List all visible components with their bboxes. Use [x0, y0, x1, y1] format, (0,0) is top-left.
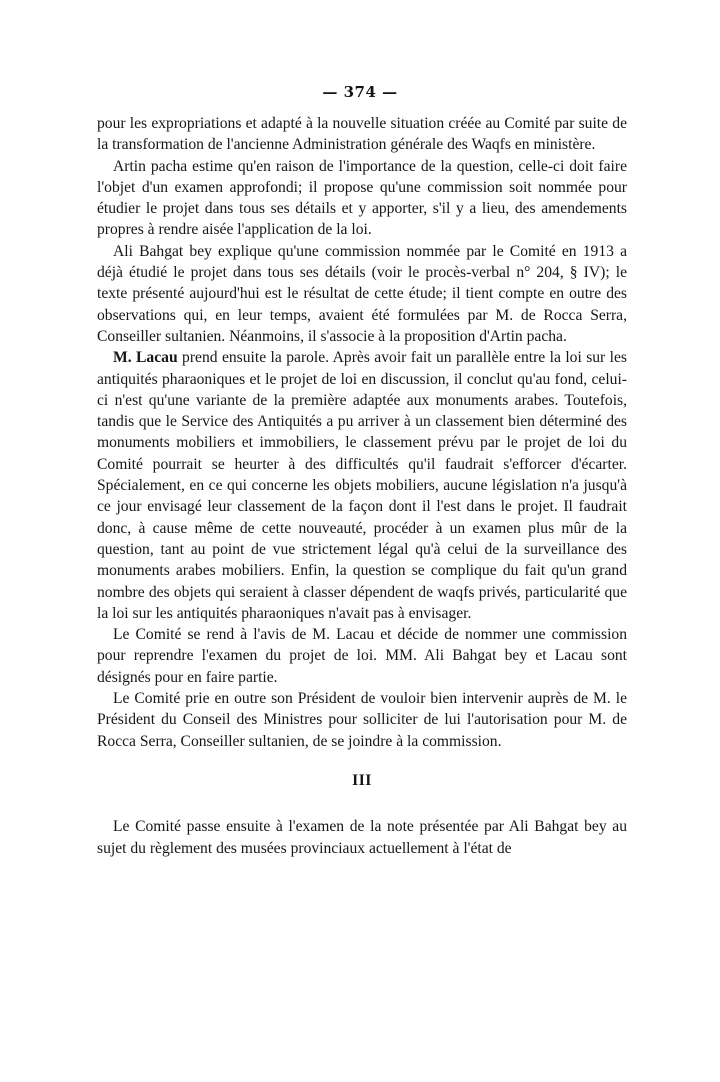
- paragraph-lacau: [97, 347, 627, 624]
- speaker-name: M. Lacau: [113, 349, 178, 367]
- section-heading: III: [352, 771, 372, 789]
- paragraph-comite-request: Le Comité prie en outre son Président de vouloir bien intervenir auprès de M. le Président du Conseil des Ministres pour solliciter de lui l'autorisation pour M. de Rocca Serra, Conseiller sultanien, de se joindre à la commission.: [97, 690, 627, 750]
- paragraph-lacau-text: prend ensuite la parole. Après avoir fait un parallèle entre la loi sur les antiquités pharaoniques et le projet de loi en discussion, il conclut qu'au fond, celui-ci n'est qu'une variante de la première adaptée aux monuments arabes. Toutefois, tandis que le Service des Antiquités a pu arriver à un classement bien déterminé des monuments mobiliers et immobiliers, le classement prévu par le projet de loi du Comité pourrait se heurter à des difficultés qu'il faudrait s'efforcer d'écarter. Spécialement, en ce qui concerne les objets mobiliers, aucune législation n'a jusqu'à ce jour envisagé leur classement de la façon dont il l'est dans le projet. Il faudrait donc, à cause même de cette nouveauté, procéder à un examen plus mûr de la question, tant au point de vue strictement légal qu'à celui de la surveillance des monuments arabes mobiliers. Enfin, la question se complique du fait qu'un grand nombre des objets qui seraient à classer dépendent de waqfs privés, particularité que la loi sur les antiquités pharaoniques n'avait pas à envisager.: [97, 349, 627, 622]
- page-number: — 374 —: [322, 83, 398, 101]
- paragraph-comite-decision: Le Comité se rend à l'avis de M. Lacau et décide de nommer une commission pour reprendre l'examen du projet de loi. MM. Ali Bahgat bey et Lacau sont désignés pour en faire partie.: [97, 626, 627, 686]
- paragraph-ali-bahgat: Ali Bahgat bey explique qu'une commission nommée par le Comité en 1913 a déjà étudié le projet dans tous ses détails (voir le procès-verbal n° 204, § IV); le texte présenté aujourd'hui est le résultat de cette étude; il tient compte en outre des observations qui, en leur temps, avaient été formulées par M. de Rocca Serra, Conseiller sultanien. Néanmoins, il s'associe à la proposition d'Artin pacha.: [97, 242, 627, 345]
- body-text: [97, 113, 627, 859]
- paragraph-section-three: Le Comité passe ensuite à l'examen de la note présentée par Ali Bahgat bey au sujet du règlement des musées provinciaux actuellement à l'état de: [97, 818, 627, 857]
- paragraph-continuation: pour les expropriations et adapté à la nouvelle situation créée au Comité par suite de la transformation de l'ancienne Administration générale des Waqfs en ministère.: [97, 115, 627, 154]
- paragraph-artin-pacha: Artin pacha estime qu'en raison de l'importance de la question, celle-ci doit faire l'objet d'un examen approfondi; il propose qu'une commission soit nommée pour étudier le projet dans tous ses détails et y apporter, s'il y a lieu, des amendements propres à rendre aisée l'application de la loi.: [97, 157, 627, 239]
